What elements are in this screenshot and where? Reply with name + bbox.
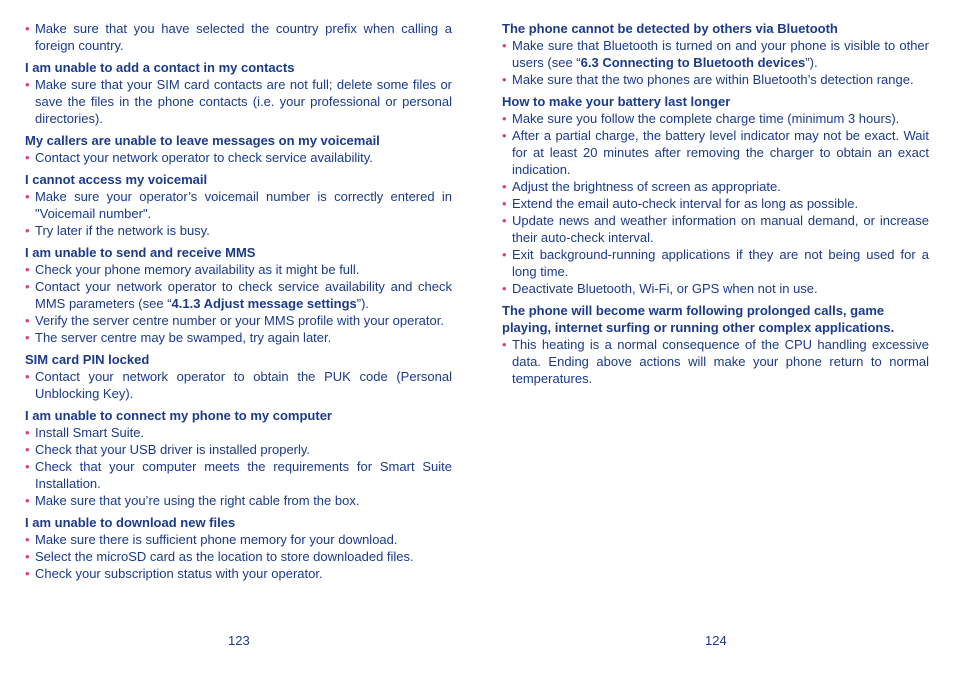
cross-reference: 4.1.3 Adjust message settings [171,296,357,311]
bullet-item [25,312,452,329]
bullet-text: Check that your USB driver is installed properly. [35,442,311,457]
bullet-item [502,127,929,178]
faq-section [25,407,452,509]
bullet-text: Contact your network operator to check service availability and check MMS parameters (see “ [35,279,452,311]
page-number-right: 124 [705,633,727,648]
section-heading: SIM card PIN locked [25,352,150,367]
bullet-item [25,222,452,239]
bullet-text: Select the microSD card as the location to store downloaded files. [35,549,414,564]
page-number-left: 123 [228,633,250,648]
bullet-text: Make sure your operator’s voicemail number is correctly entered in "Voicemail number". [35,189,452,221]
bullet-text-tail: ”). [356,296,370,311]
bullet-item [25,149,452,166]
bullet-item [25,531,452,548]
bullet-icon: • [25,532,30,547]
bullet-text: Check that your computer meets the requirements for Smart Suite Installation. [35,459,452,491]
bullet-item [502,195,929,212]
bullet-list [502,336,929,387]
bullet-text: Make sure you follow the complete charge time (minimum 3 hours). [512,111,900,126]
section-heading: My callers are unable to leave messages on my voicemail [25,133,380,148]
faq-section [25,514,452,582]
bullet-item [25,261,452,278]
cross-reference: 6.3 Connecting to Bluetooth devices [580,55,806,70]
bullet-item [25,76,452,127]
bullet-text: Exit background-running applications if they are not being used for a long time. [512,247,929,279]
bullet-list [25,531,452,582]
bullet-text: Make sure that you have selected the country prefix when calling a foreign country. [35,21,452,53]
faq-section [25,132,452,166]
bullet-list [502,37,929,88]
bullet-text: Contact your network operator to check service availability. [35,150,373,165]
faq-section [25,20,452,54]
bullet-icon: • [502,72,507,87]
bullet-text: Make sure that Bluetooth is turned on and your phone is visible to other users (see “ [512,38,929,70]
bullet-text: Try later if the network is busy. [35,223,210,238]
bullet-text-tail: ”). [805,55,818,70]
bullet-icon: • [25,493,30,508]
bullet-text: Make sure that your SIM card contacts are not full; delete some files or save the files in the phone contacts (i.e. your professional or personal directories). [35,77,452,126]
bullet-item [502,246,929,280]
faq-section [25,171,452,239]
bullet-item [502,71,929,88]
bullet-icon: • [25,425,30,440]
bullet-icon: • [502,179,507,194]
faq-section [502,93,929,297]
right-page-column [502,20,929,392]
bullet-item [502,110,929,127]
bullet-item [502,212,929,246]
bullet-icon: • [25,21,30,36]
bullet-item [25,458,452,492]
bullet-text: Update news and weather information on manual demand, or increase their auto-check interval. [512,213,929,245]
bullet-icon: • [502,337,507,352]
faq-section [25,59,452,127]
bullet-list [25,368,452,402]
bullet-item [502,37,929,71]
bullet-text: This heating is a normal consequence of the CPU handling excessive data. Ending above actions will make your phone return to normal temperatures. [512,337,929,386]
bullet-item [25,492,452,509]
bullet-text: Make sure there is sufficient phone memory for your download. [35,532,398,547]
bullet-icon: • [25,330,30,345]
bullet-icon: • [502,247,507,262]
left-page-column [25,20,452,587]
bullet-list [25,424,452,509]
bullet-item [502,336,929,387]
bullet-icon: • [502,213,507,228]
bullet-text: Install Smart Suite. [35,425,145,440]
bullet-icon: • [25,77,30,92]
bullet-icon: • [25,279,30,294]
bullet-item [25,424,452,441]
bullet-list [502,110,929,297]
bullet-icon: • [25,459,30,474]
bullet-list [25,188,452,239]
section-heading: I am unable to send and receive MMS [25,245,256,260]
bullet-icon: • [502,196,507,211]
bullet-item [25,565,452,582]
bullet-text: Verify the server centre number or your MMS profile with your operator. [35,313,444,328]
bullet-list [25,261,452,346]
faq-section [25,244,452,346]
bullet-icon: • [25,442,30,457]
bullet-item [25,368,452,402]
bullet-icon: • [25,313,30,328]
bullet-item [502,178,929,195]
bullet-icon: • [502,281,507,296]
bullet-text: After a partial charge, the battery level indicator may not be exact. Wait for at least 20 minutes after removing the charger to obtain an exact indication. [512,128,929,177]
bullet-item [25,20,452,54]
bullet-item [25,441,452,458]
bullet-text: Adjust the brightness of screen as appropriate. [512,179,781,194]
faq-section [25,351,452,402]
section-heading: The phone will become warm following prolonged calls, game playing, internet surfing or running other complex applications. [502,303,895,335]
bullet-icon: • [502,128,507,143]
bullet-icon: • [25,150,30,165]
bullet-text: The server centre may be swamped, try again later. [35,330,332,345]
bullet-item [25,188,452,222]
bullet-icon: • [502,111,507,126]
bullet-list [25,20,452,54]
bullet-icon: • [25,262,30,277]
bullet-icon: • [25,223,30,238]
bullet-icon: • [25,189,30,204]
bullet-item [25,329,452,346]
bullet-list [25,149,452,166]
bullet-item [25,548,452,565]
faq-section [502,20,929,88]
bullet-text: Check your phone memory availability as it might be full. [35,262,360,277]
bullet-icon: • [502,38,507,53]
faq-section [502,302,929,387]
section-heading: How to make your battery last longer [502,94,731,109]
bullet-item [502,280,929,297]
bullet-item [25,278,452,312]
section-heading: I am unable to connect my phone to my computer [25,408,332,423]
bullet-icon: • [25,549,30,564]
bullet-text: Make sure that you’re using the right cable from the box. [35,493,360,508]
bullet-icon: • [25,566,30,581]
section-heading: I am unable to download new files [25,515,236,530]
bullet-text: Deactivate Bluetooth, Wi-Fi, or GPS when not in use. [512,281,818,296]
bullet-list [25,76,452,127]
section-heading: The phone cannot be detected by others via Bluetooth [502,21,838,36]
bullet-text: Make sure that the two phones are within Bluetooth’s detection range. [512,72,914,87]
bullet-text: Contact your network operator to obtain the PUK code (Personal Unblocking Key). [35,369,452,401]
section-heading: I am unable to add a contact in my contacts [25,60,295,75]
bullet-text: Check your subscription status with your operator. [35,566,323,581]
bullet-text: Extend the email auto-check interval for as long as possible. [512,196,859,211]
bullet-icon: • [25,369,30,384]
section-heading: I cannot access my voicemail [25,172,208,187]
